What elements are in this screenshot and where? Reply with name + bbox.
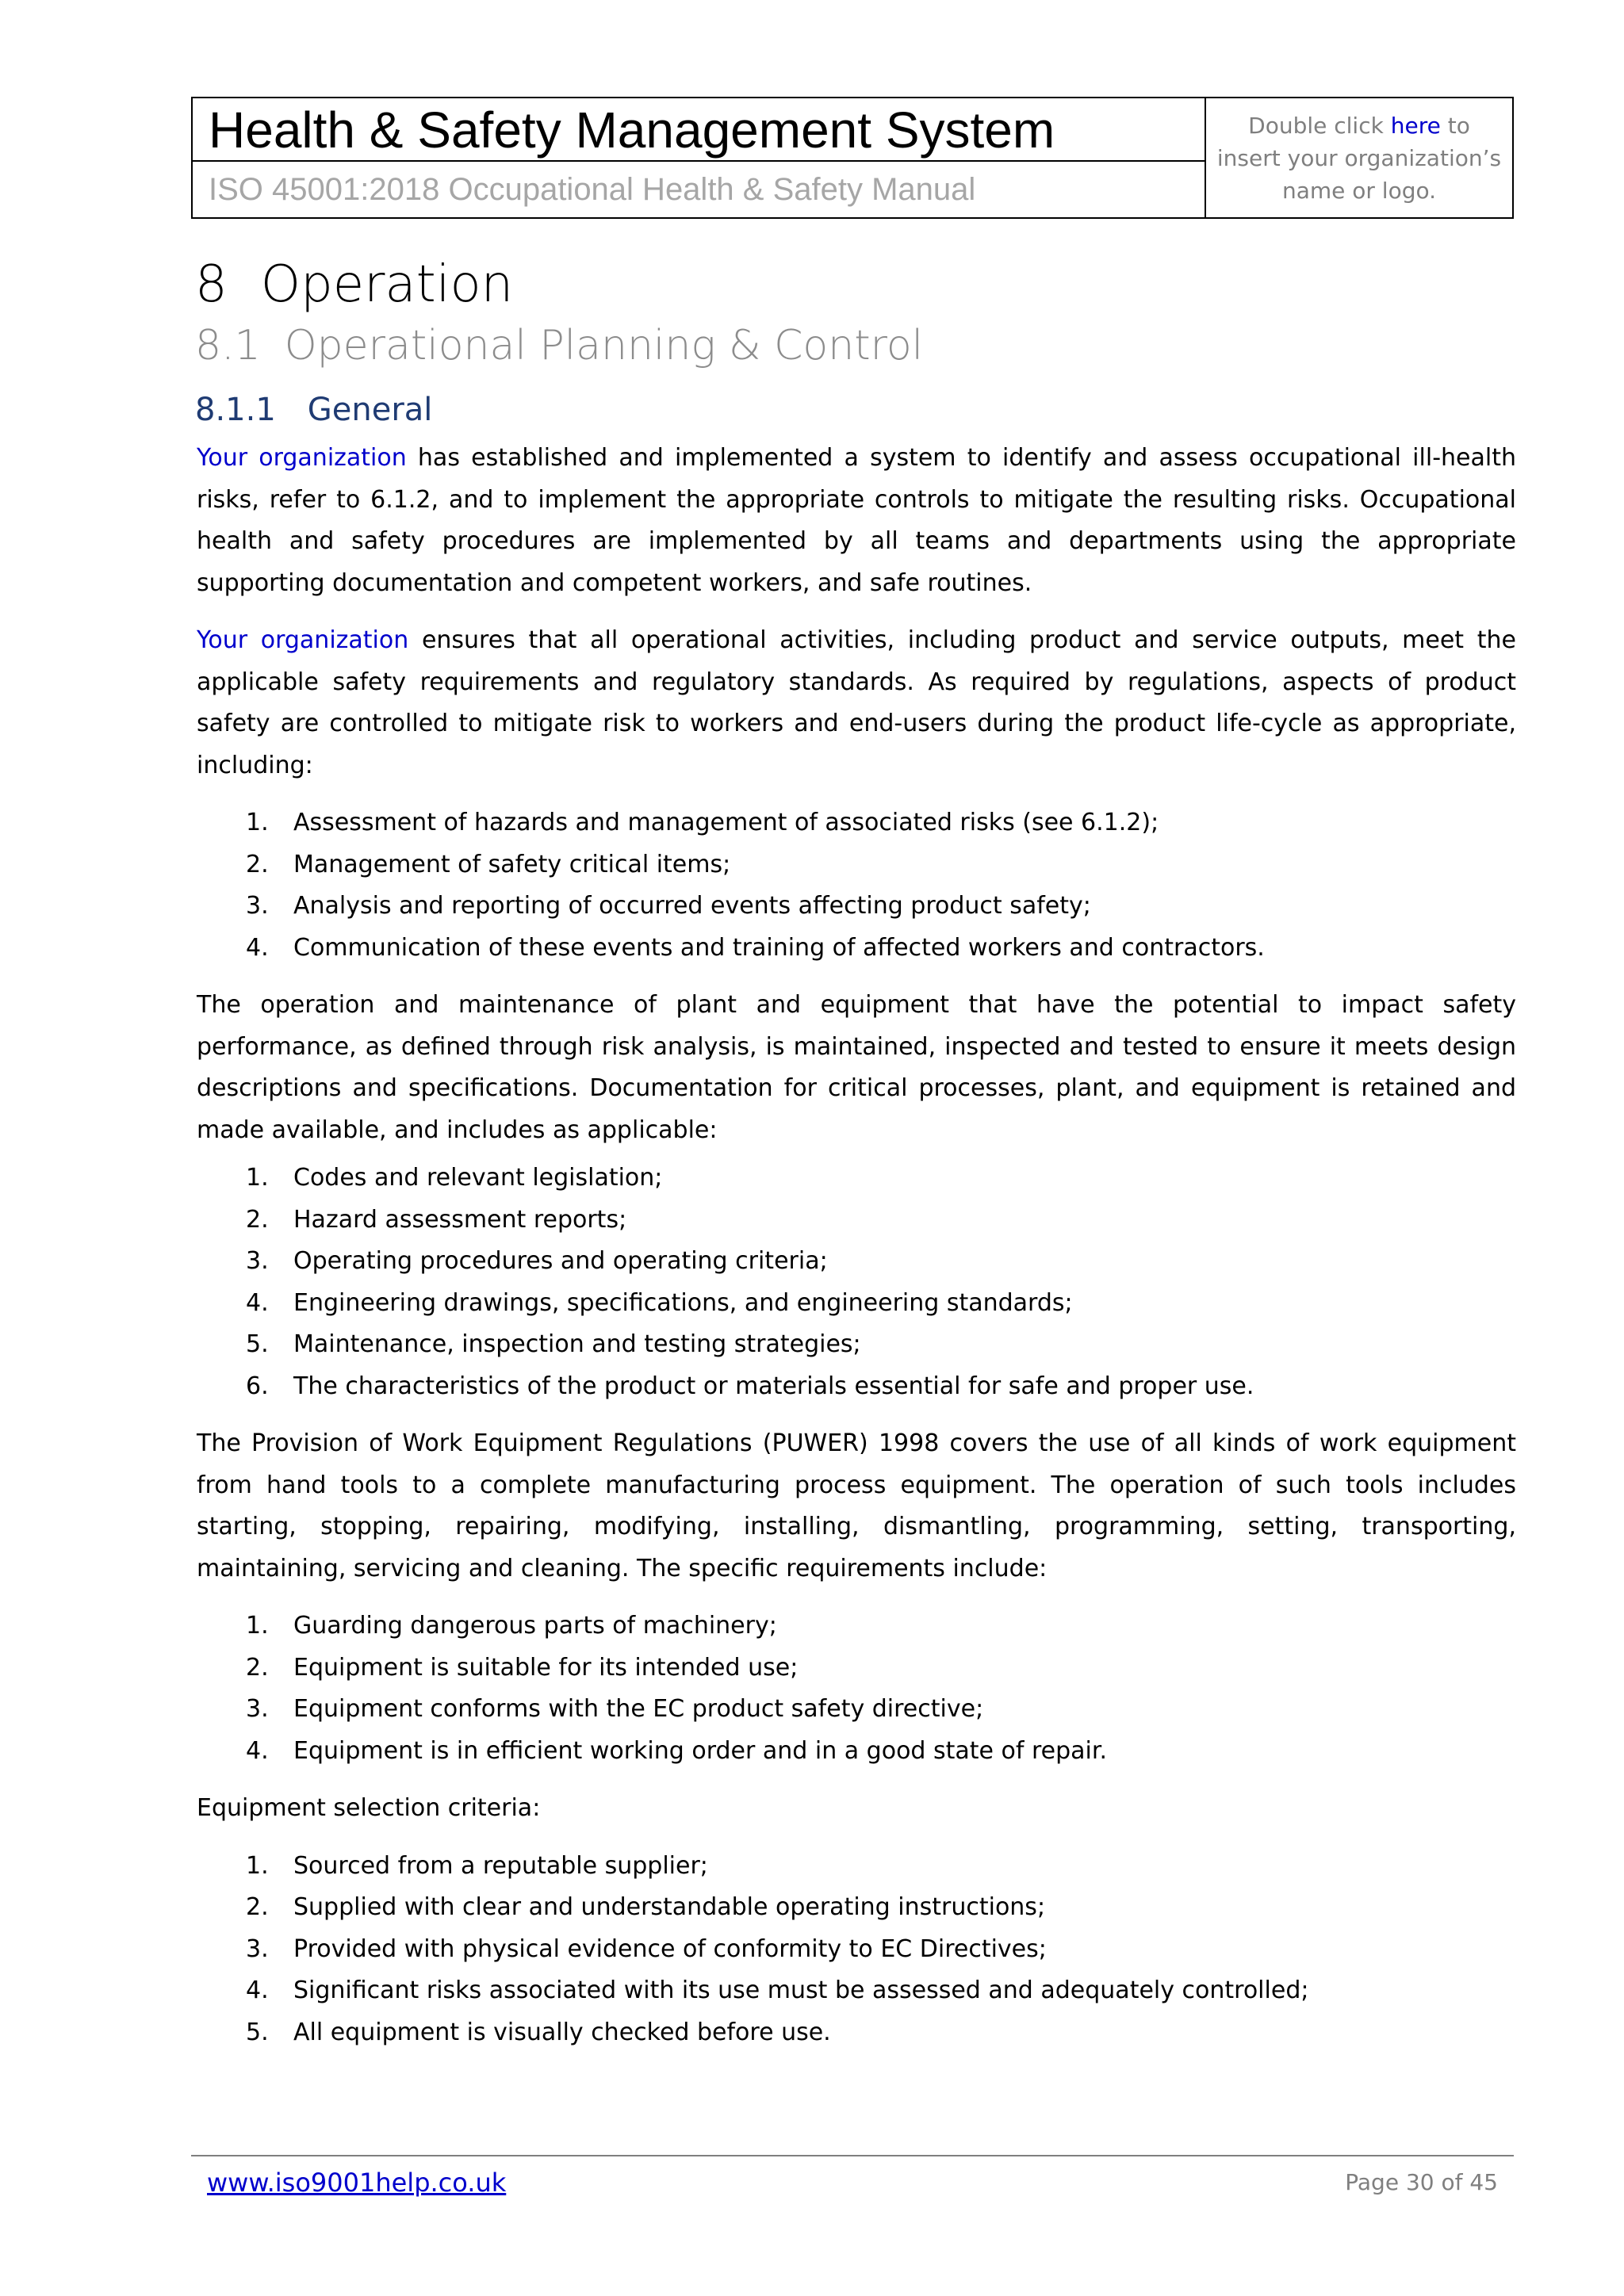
list-item: [197, 1970, 1516, 2012]
list-item-text: Supplied with clear and understandable operating instructions;: [293, 1893, 1046, 1921]
heading-3-text: General: [307, 392, 433, 428]
list-item: [197, 1241, 1516, 1283]
org-name: Your organization: [197, 626, 409, 654]
logo-suffix: to insert your organization’s name or logo.: [1216, 112, 1502, 204]
logo-placeholder[interactable]: [1206, 98, 1512, 217]
list-item-text: Significant risks associated with its use must be assessed and adequately controlled;: [293, 1976, 1309, 2004]
list-item-number: 2.: [246, 1653, 269, 1682]
heading-3-number: 8.1.1: [195, 392, 276, 428]
footer-url-link[interactable]: www.iso9001help.co.uk: [207, 2168, 507, 2198]
logo-here-link[interactable]: here: [1390, 112, 1441, 139]
list-item-text: Guarding dangerous parts of machinery;: [293, 1612, 777, 1640]
list-item-text: Provided with physical evidence of conformity to EC Directives;: [293, 1934, 1047, 1963]
heading-2-number: 8.1: [195, 322, 261, 369]
list-item-text: Operating procedures and operating criteria;: [293, 1247, 828, 1275]
list-item-number: 1.: [246, 809, 269, 836]
list-item: [197, 1731, 1516, 1773]
list-item-text: Analysis and reporting of occurred events affecting product safety;: [293, 892, 1091, 920]
list-item-number: 6.: [246, 1372, 269, 1400]
list-item: [197, 1283, 1516, 1325]
header-subtitle: ISO 45001:2018 Occupational Health & Safety Manual: [209, 172, 976, 207]
header-title-block: [193, 98, 1206, 217]
list-item-number: 5.: [246, 1330, 269, 1358]
list-item-text: The characteristics of the product or materials essential for safe and proper use.: [293, 1372, 1254, 1400]
heading-2-text: Operational Planning & Control: [284, 322, 924, 369]
heading-1-number: 8: [195, 255, 228, 314]
heading-3: [195, 392, 432, 428]
paragraph-2: [197, 620, 1516, 786]
list-item-text: Codes and relevant legislation;: [293, 1164, 663, 1192]
paragraph-3: The operation and maintenance of plant and equipment that have the potential to impact safety performance, as defined through risk analysis, is maintained, inspected and tested to ensure it meets design descriptions and specifications. Documentation for critical processes, plant, and equipment is retained and made available, and includes as applicable:: [197, 991, 1516, 1144]
heading-1: [195, 255, 513, 314]
list-item: [197, 886, 1516, 928]
header-title: Health & Safety Management System: [193, 98, 1205, 162]
list-item-text: Sourced from a reputable supplier;: [293, 1851, 708, 1880]
list-item-number: 2.: [246, 1893, 269, 1921]
list-item-number: 4.: [246, 1288, 269, 1317]
list-product-safety: [197, 802, 1516, 969]
heading-1-text: Operation: [260, 255, 514, 314]
list-selection-criteria: [197, 1846, 1516, 2054]
paragraph-1-text: has established and implemented a system to identify and assess occupational ill-health risks, refer to 6.1.2, and to implement the appropriate controls to mitigate the resulting risks. Occupational health and safety procedures are implemented by all teams and departments using the appropriate supporting documentation and competent workers, and safe routines.: [197, 444, 1516, 597]
list-item-text: Management of safety critical items;: [293, 850, 731, 878]
page-footer: [191, 2155, 1514, 2198]
list-item: [197, 928, 1516, 970]
list-item-text: Equipment is in efficient working order and in a good state of repair.: [293, 1736, 1107, 1765]
list-item-number: 3.: [246, 1934, 269, 1963]
list-item-number: 1.: [246, 1612, 269, 1640]
list-item-number: 1.: [246, 1851, 269, 1880]
list-item-text: All equipment is visually checked before use.: [293, 2018, 831, 2046]
list-item-number: 3.: [246, 892, 269, 920]
list-puwer-requirements: [197, 1605, 1516, 1772]
list-item: [197, 1689, 1516, 1731]
list-item: [197, 1647, 1516, 1689]
list-item: [197, 1846, 1516, 1888]
list-item-number: 3.: [246, 1695, 269, 1723]
paragraph-5: Equipment selection criteria:: [197, 1794, 541, 1822]
page-number: Page 30 of 45: [1345, 2169, 1498, 2195]
paragraph-1: [197, 438, 1516, 604]
list-documentation: [197, 1158, 1516, 1407]
org-name: Your organization: [197, 444, 407, 472]
list-item: [197, 1366, 1516, 1408]
list-item-number: 2.: [246, 1205, 269, 1234]
list-item-number: 5.: [246, 2018, 269, 2046]
list-item-number: 4.: [246, 1736, 269, 1765]
list-item-number: 3.: [246, 1247, 269, 1275]
list-item-text: Maintenance, inspection and testing strategies;: [293, 1330, 861, 1358]
list-item: [197, 1200, 1516, 1242]
paragraph-2-text: ensures that all operational activities, including product and service outputs, meet the applicable safety requirements and regulatory standards. As required by regulations, aspects of product safety are controlled to mitigate risk to workers and end-users during the product life-cycle as appropriate, including:: [197, 626, 1516, 779]
heading-2: [195, 322, 923, 369]
list-item: [197, 1929, 1516, 1971]
list-item: [197, 2012, 1516, 2054]
list-item: [197, 1158, 1516, 1200]
list-item-text: Hazard assessment reports;: [293, 1205, 627, 1234]
list-item-text: Engineering drawings, specifications, and engineering standards;: [293, 1288, 1073, 1317]
paragraph-4: The Provision of Work Equipment Regulations (PUWER) 1998 covers the use of all kinds of work equipment from hand tools to a complete manufacturing process equipment. The operation of such tools includes starting, stopping, repairing, modifying, installing, dismantling, programming, setting, transporting, maintaining, servicing and cleaning. The specific requirements include:: [197, 1429, 1516, 1582]
list-item-text: Assessment of hazards and management of associated risks (see 6.1.2);: [293, 809, 1159, 836]
document-body: [197, 438, 1516, 2069]
page-header: [191, 97, 1514, 219]
list-item: [197, 844, 1516, 886]
list-item-text: Equipment is suitable for its intended use;: [293, 1653, 799, 1682]
logo-prefix: Double click: [1248, 112, 1391, 139]
list-item: [197, 1887, 1516, 1929]
list-item-text: Equipment conforms with the EC product safety directive;: [293, 1695, 984, 1723]
logo-placeholder-text: [1216, 109, 1503, 207]
list-item: [197, 1605, 1516, 1647]
list-item-number: 4.: [246, 1976, 269, 2004]
list-item-number: 1.: [246, 1164, 269, 1192]
list-item: [197, 1324, 1516, 1366]
list-item-text: Communication of these events and training of affected workers and contractors.: [293, 933, 1265, 962]
list-item-number: 4.: [246, 933, 269, 962]
list-item-number: 2.: [246, 850, 269, 878]
list-item: [197, 802, 1516, 844]
